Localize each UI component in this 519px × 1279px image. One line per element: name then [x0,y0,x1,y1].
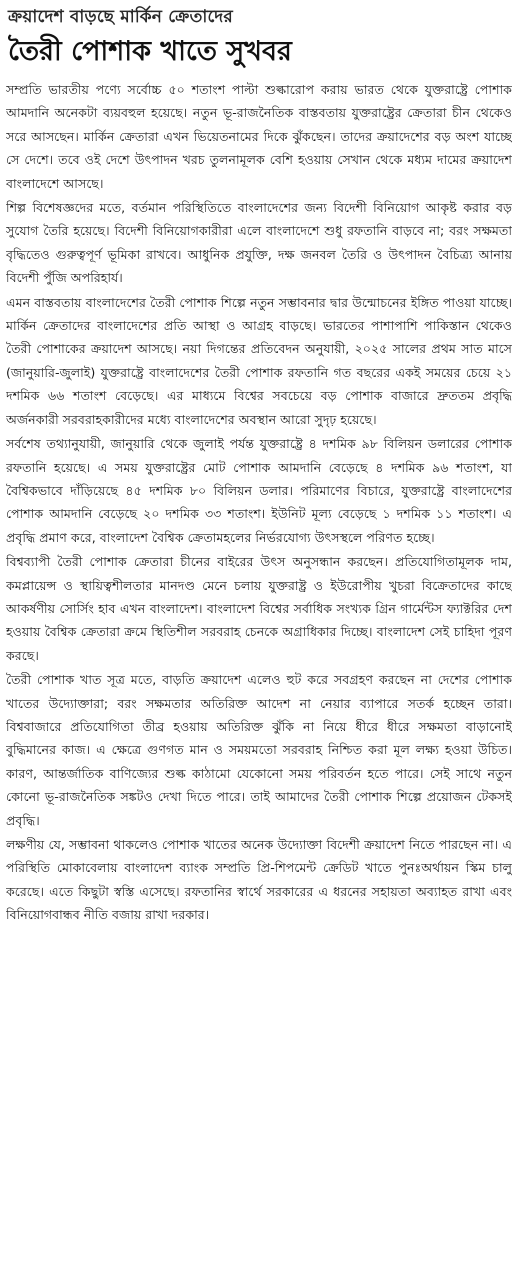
article-headline: তৈরী পোশাক খাতে সুখবর [8,36,292,67]
article-kicker: ক্রয়াদেশ বাড়ছে মার্কিন ক্রেতাদের [8,7,233,27]
article-paragraph-1: সম্প্রতি ভারতীয় পণ্যে সর্বোচ্চ ৫০ শতাংশ পাল্টা শুল্কারোপ করায় ভারত থেকে যুক্তরাষ্ট্রে পোশাক আমদানি অনেকটা ব্যয়বহুল হয়েছে। নতুন ভূ-রাজনৈতিক বাস্তবতায় যুক্তরাষ্ট্রের ক্রেতারা চীন থেকেও সরে আসছেন। মার্কিন ক্রেতারা এখন ভিয়েতনামের দিকে ঝুঁকছেন। তাদের ক্রয়াদেশের বড় অংশ যাচ্ছে সে দেশে। তবে ওই দেশে উৎপাদন খরচ তুলনামূলক বেশি হওয়ায় সেখান থেকে মধ্যম দামের ক্রয়াদেশ বাংলাদেশে আসছে। [6,82,512,191]
newspaper-article [6,4,512,1276]
article-paragraph-3: এমন বাস্তবতায় বাংলাদেশের তৈরী পোশাক শিল্পে নতুন সম্ভাবনার দ্বার উন্মোচনের ইঙ্গিত পাওয়া যাচ্ছে। মার্কিন ক্রেতাদের বাংলাদেশের প্রতি আস্থা ও আগ্রহ বাড়ছে। ভারতের পাশাপাশি পাকিস্তান থেকেও তৈরী পোশাকের ক্রয়াদেশ আসছে। নয়া দিগন্তের প্রতিবেদন অনুযায়ী, ২০২৫ সালের প্রথম সাত মাসে (জানুয়ারি-জুলাই) যুক্তরাষ্ট্রে বাংলাদেশের তৈরী পোশাক রফতানি গত বছরের একই সময়ের চেয়ে ২১ দশমিক ৬৬ শতাংশ বেড়েছে। এর মাধ্যমে বিশ্বের সবচেয়ে বড় পোশাক বাজারে দ্রুততম প্রবৃদ্ধি অর্জনকারী সরবরাহকারীদের মধ্যে বাংলাদেশের অবস্থান আরো সুদৃঢ় হয়েছে। [6,294,512,427]
article-paragraph-5: বিশ্বব্যাপী তৈরী পোশাক ক্রেতারা চীনের বাইরের উৎস অনুসন্ধান করছেন। প্রতিযোগিতামূলক দাম, কমপ্লায়েন্স ও স্থায়িত্বশীলতার মানদণ্ড মেনে চলায় যুক্তরাষ্ট্র ও ইউরোপীয় খুচরা বিক্রেতাদের কাছে আকর্ষণীয় সোর্সিং হাব এখন বাংলাদেশ। বাংলাদেশ বিশ্বের সর্বাধিক সংখ্যক গ্রিন গার্মেন্টস ফ্যাক্টরির দেশ হওয়ায় বৈশ্বিক ক্রেতারা ক্রমে স্থিতিশীল সরবরাহ চেনকে অগ্রাধিকার দিচ্ছে। বাংলাদেশ সেই চাহিদা পূরণ করছে। [6,554,512,663]
article-paragraph-7: লক্ষণীয় যে, সম্ভাবনা থাকলেও পোশাক খাতের অনেক উদ্যোক্তা বিদেশী ক্রয়াদেশ নিতে পারছেন না। এ পরিস্থিতি মোকাবেলায় বাংলাদেশ ব্যাংক সম্প্রতি প্রি-শিপমেন্ট ক্রেডিট খাতে পুনঃঅর্থায়ন স্কিম চালু করেছে। এতে কিছুটা স্বস্তি এসেছে। রফতানির স্বার্থে সরকারের এ ধরনের সহায়তা অব্যাহত রাখা এবং বিনিয়োগবান্ধব নীতি বজায় রাখা দরকার। [6,837,512,923]
article-body [6,78,512,927]
article-paragraph-2: শিল্প বিশেষজ্ঞদের মতে, বর্তমান পরিস্থিতিতে বাংলাদেশের জন্য বিদেশী বিনিয়োগ আকৃষ্ট করার বড় সুযোগ তৈরি হয়েছে। বিদেশী বিনিয়োগকারীরা এলে বাংলাদেশে শুধু রফতানি বাড়বে না; বরং সক্ষমতা বৃদ্ধিতেও গুরুত্বপূর্ণ ভূমিকা রাখবে। আধুনিক প্রযুক্তি, দক্ষ জনবল তৈরি ও উৎপাদন বৈচিত্র্য আনায় বিদেশী পুঁজি অপরিহার্য। [6,200,512,286]
article-paragraph-6: তৈরী পোশাক খাত সূত্র মতে, বাড়তি ক্রয়াদেশ এলেও হুট করে সবগ্রহণ করছেন না দেশের পোশাক খাতের উদ্যোক্তারা; বরং সক্ষমতার অতিরিক্ত আদেশ না নেয়ার ব্যাপারে সতর্ক হচ্ছেন তারা। বিশ্ববাজারে প্রতিযোগিতা তীব্র হওয়ায় অতিরিক্ত ঝুঁকি না নিয়ে ধীরে ধীরে সক্ষমতা বাড়ানোই বুদ্ধিমানের কাজ। এ ক্ষেত্রে গুণগত মান ও সময়মতো সরবরাহ নিশ্চিত করা মূল লক্ষ্য হওয়া উচিত। কারণ, আন্তর্জাতিক বাণিজ্যের শুল্ক কাঠামো যেকোনো সময় পরিবর্তন হতে পারে। সেই সাথে নতুন কোনো ভূ-রাজনৈতিক সঙ্কটও দেখা দিতে পারে। তাই আমাদের তৈরী পোশাক শিল্পে প্রয়োজন টেকসই প্রবৃদ্ধি। [6,672,512,828]
article-paragraph-4: সর্বশেষ তথ্যানুযায়ী, জানুয়ারি থেকে জুলাই পর্যন্ত যুক্তরাষ্ট্রে ৪ দশমিক ৯৮ বিলিয়ন ডলারের পোশাক রফতানি হয়েছে। এ সময় যুক্তরাষ্ট্রের মোট পোশাক আমদানি বেড়েছে ৪ দশমিক ৯৬ শতাংশ, যা বৈশ্বিকভাবে দাঁড়িয়েছে ৪৫ দশমিক ৮০ বিলিয়ন ডলার। পরিমাণের বিচারে, যুক্তরাষ্ট্রে বাংলাদেশের পোশাক আমদানি বেড়েছে ২০ দশমিক ৩৩ শতাংশ। ইউনিট মূল্য বেড়েছে ১ দশমিক ১১ শতাংশ। এ প্রবৃদ্ধি প্রমাণ করে, বাংলাদেশ বৈশ্বিক ক্রেতামহলের নির্ভরযোগ্য উৎসস্থলে পরিণত হচ্ছে। [6,436,512,545]
